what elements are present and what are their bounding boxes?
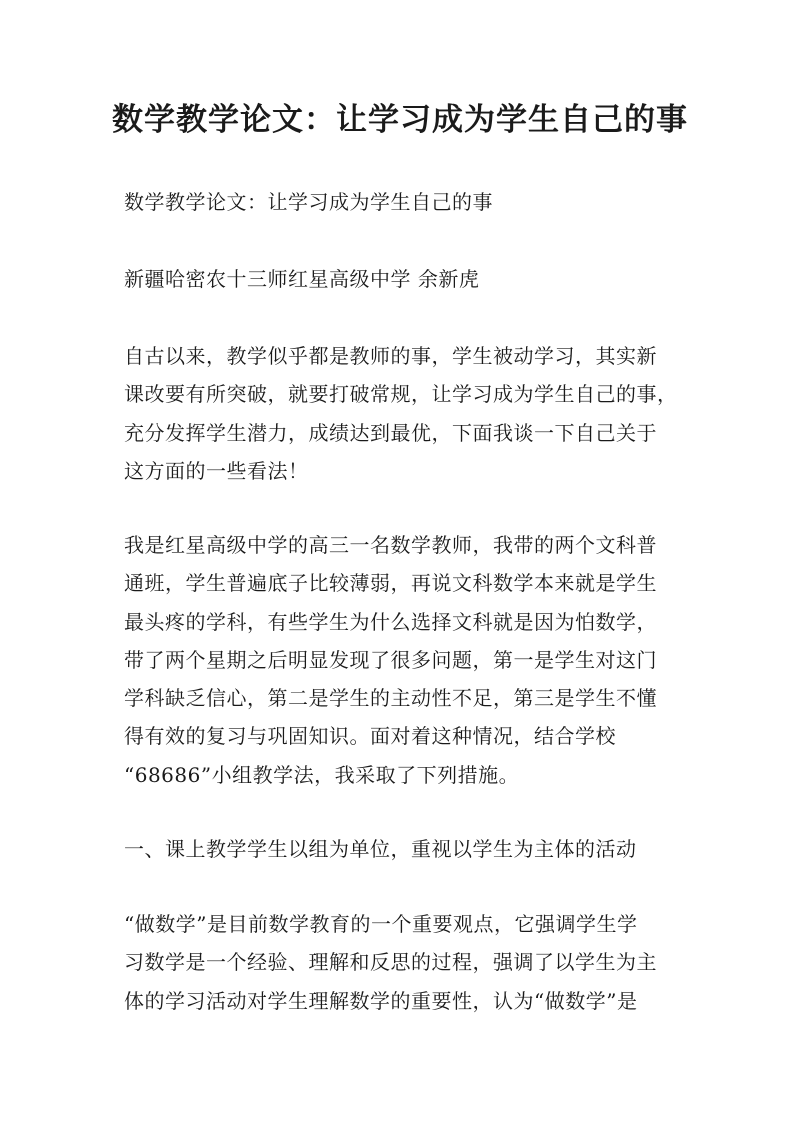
paragraph-line: 通班，学生普遍底子比较薄弱，再说文科数学本来就是学生 (124, 571, 657, 596)
paragraph-line: 这方面的一些看法！ (124, 458, 309, 483)
document-title: 数学教学论文：让学习成为学生自己的事 (112, 102, 688, 138)
paragraph-intro (124, 337, 684, 490)
paragraph-line: 最头疼的学科，有些学生为什么选择文科就是因为怕数学， (124, 609, 657, 634)
paragraph-line: 充分发挥学生潜力，成绩达到最优，下面我谈一下自己关于 (124, 420, 657, 445)
paragraph-line: 学科缺乏信心，第二是学生的主动性不足，第三是学生不懂 (124, 686, 657, 711)
section-heading: 一、课上教学学生以组为单位，重视以学生为主体的活动 (124, 837, 637, 861)
paragraph-background (124, 526, 684, 794)
author-line: 新疆哈密农十三师红星高级中学 余新虎 (124, 267, 480, 291)
paragraph-doing-math (124, 905, 684, 1020)
paragraph-line: 我是红星高级中学的高三一名数学教师，我带的两个文科普 (124, 533, 657, 557)
paragraph-line: 得有效的复习与巩固知识。面对着这种情况，结合学校 (124, 724, 616, 749)
paragraph-line: 课改要有所突破，就要打破常规，让学习成为学生自己的事， (124, 382, 678, 407)
document-subtitle: 数学教学论文：让学习成为学生自己的事 (124, 190, 493, 214)
paragraph-line: 自古以来，教学似乎都是教师的事，学生被动学习，其实新 (124, 344, 657, 368)
paragraph-line: “68686”小组教学法，我采取了下列措施。 (124, 762, 520, 787)
paragraph-line: 习数学是一个经验、理解和反思的过程，强调了以学生为主 (124, 950, 657, 975)
paragraph-line: “做数学”是目前数学教育的一个重要观点，它强调学生学 (124, 912, 638, 936)
paragraph-line: 带了两个星期之后明显发现了很多问题，第一是学生对这门 (124, 647, 657, 672)
paragraph-line: 体的学习活动对学生理解数学的重要性，认为“做数学”是 (124, 988, 638, 1013)
